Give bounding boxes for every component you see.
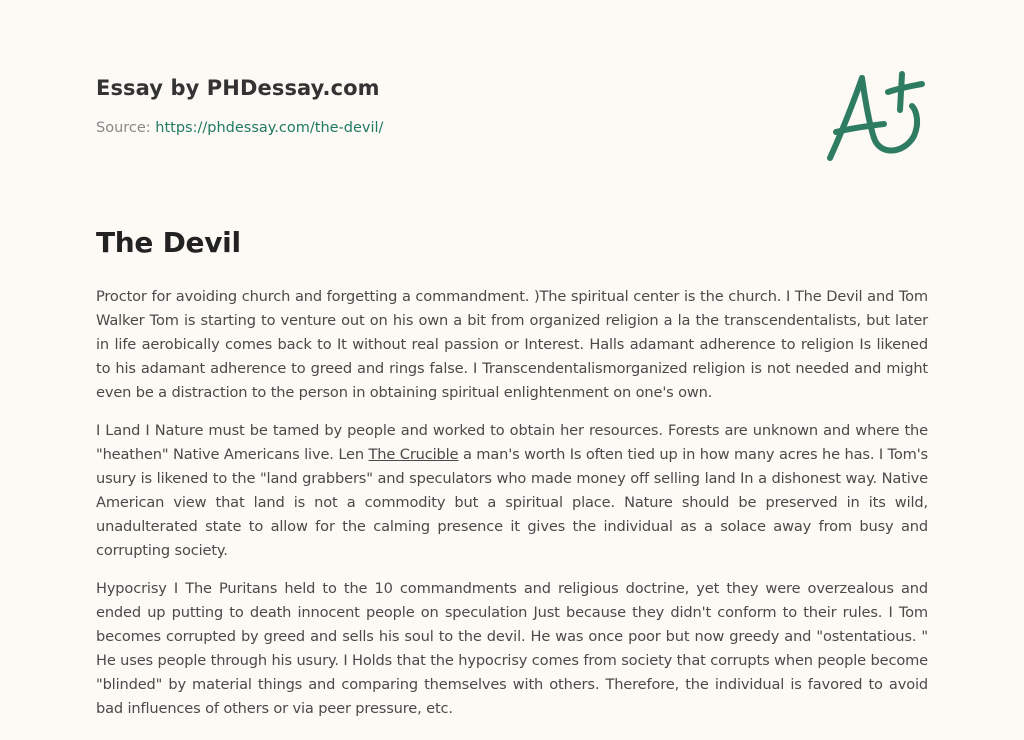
paragraph-2 [96,419,928,563]
the-crucible-link[interactable]: The Crucible [368,446,459,463]
site-header [96,76,928,136]
source-link[interactable]: https://phdessay.com/the-devil/ [155,120,384,136]
a-plus-grade-icon [822,66,932,166]
source-label: Source: [96,120,151,136]
paragraph-1: Proctor for avoiding church and forgetting a commandment. )The spiritual center is the church. I The Devil and Tom Walker Tom is starting to venture out on his own a bit from organized religion a la the transcendentalists, but later in life aerobically comes back to It without real passion or Interest. Halls adamant adherence to religion Is likened to his adamant adherence to greed and rings false. I Transcendentalismorganized religion is not needed and might even be a distraction to the person in obtaining spiritual enlightenment on one's own. [96,288,928,401]
paragraph-2-start: I Land I Nature must be tamed by people and worked to obtain her resources. Forests are unknown and where the "heathen" Native Americans live. Len [96,422,928,463]
paragraph-3: Hypocrisy I The Puritans held to the 10 commandments and religious doctrine, yet they were overzealous and ended up putting to death innocent people on speculation Just because they didn't conform to their rules. I Tom becomes corrupted by greed and sells his soul to the devil. He was once poor but now greedy and "ostentatious. " He uses people through his usury. I Holds that the hypocrisy comes from society that corrupts when people become "blinded" by material things and comparing themselves with others. Therefore, the individual is favored to avoid bad influences of others or via peer pressure, etc. [96,580,928,717]
paragraph-2-end: a man's worth Is often tied up in how many acres he has. I Tom's usury is likened to the "land grabbers" and speculators who made money off selling land In a dishonest way. Native American view that land is not a commodity but a spiritual place. Nature should be preserved in its wild, unadulterated state to allow for the calming presence it gives the individual as a solace away from busy and corrupting society. [96,446,929,559]
site-title: Essay by PHDessay.com [96,76,380,100]
source-line [96,120,928,136]
page-title: The Devil [96,226,241,259]
article [96,226,928,735]
